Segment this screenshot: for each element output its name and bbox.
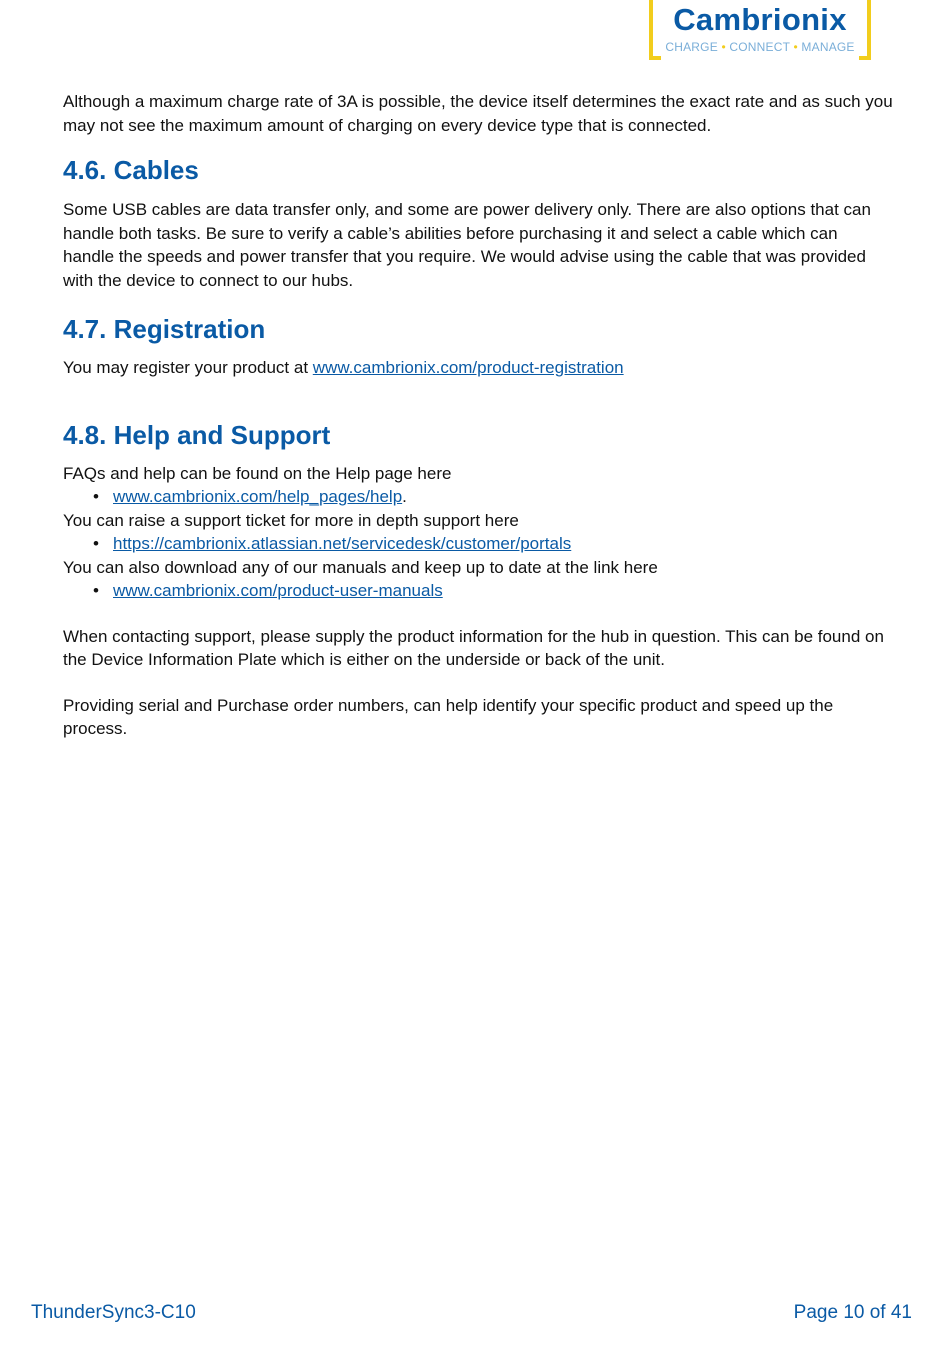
faq-link-list [63,485,893,509]
tagline-connect: CONNECT [729,40,790,54]
logo-tagline: CHARGE • CONNECT • MANAGE [665,40,855,54]
footer-product-name: ThunderSync3-C10 [31,1302,196,1323]
cambrionix-logo [649,0,871,60]
registration-paragraph [63,356,893,380]
heading-registration: 4.7. Registration [63,314,266,344]
contact-paragraph: When contacting support, please supply the product information for the hub in question. This can be found on the Device Information Plate which is either on the underside or back of the unit. [63,626,884,669]
ticket-link-list [63,532,893,556]
page-content [63,90,893,741]
heading-cables: 4.6. Cables [63,155,199,185]
list-item [63,532,893,556]
logo-right-bracket [859,0,871,60]
serial-paragraph: Providing serial and Purchase order numbers, can help identify your specific product and speed up the process. [63,695,834,738]
footer-page-number: Page 10 of 41 [793,1302,912,1323]
help-page-link[interactable]: www.cambrionix.com/help_pages/help [113,487,403,506]
registration-link[interactable]: www.cambrionix.com/product-registration [312,358,624,377]
list-item [63,579,893,603]
cables-paragraph: Some USB cables are data transfer only, and some are power delivery only. There are also options that can handle both tasks. Be sure to verify a cable’s abilities before purchasing it and select a cable which can handle the speeds and power transfer that you require. We would advise using the cable that was provided with the device to connect to our hubs. [63,200,871,290]
logo-brand-text: Cambrionix [673,2,847,37]
list-item [63,485,893,509]
registration-text: You may register your product at [63,358,313,377]
faq-text: FAQs and help can be found on the Help page here [63,463,452,483]
intro-paragraph: Although a maximum charge rate of 3A is possible, the device itself determines the exact rate and as such you may not see the maximum amount of charging on every device type that is connected. [63,92,893,135]
faq-link-period: . [402,487,407,506]
ticket-text: You can raise a support ticket for more in depth support here [63,510,519,530]
heading-help-support: 4.8. Help and Support [63,419,331,450]
tagline-manage: MANAGE [801,40,855,54]
tagline-charge: CHARGE [665,40,718,54]
manuals-link-list [63,579,893,603]
service-desk-link[interactable]: https://cambrionix.atlassian.net/servicedesk/customer/portals [113,534,572,553]
manuals-text: You can also download any of our manuals and keep up to date at the link here [63,557,658,577]
user-manuals-link[interactable]: www.cambrionix.com/product-user-manuals [113,581,443,600]
